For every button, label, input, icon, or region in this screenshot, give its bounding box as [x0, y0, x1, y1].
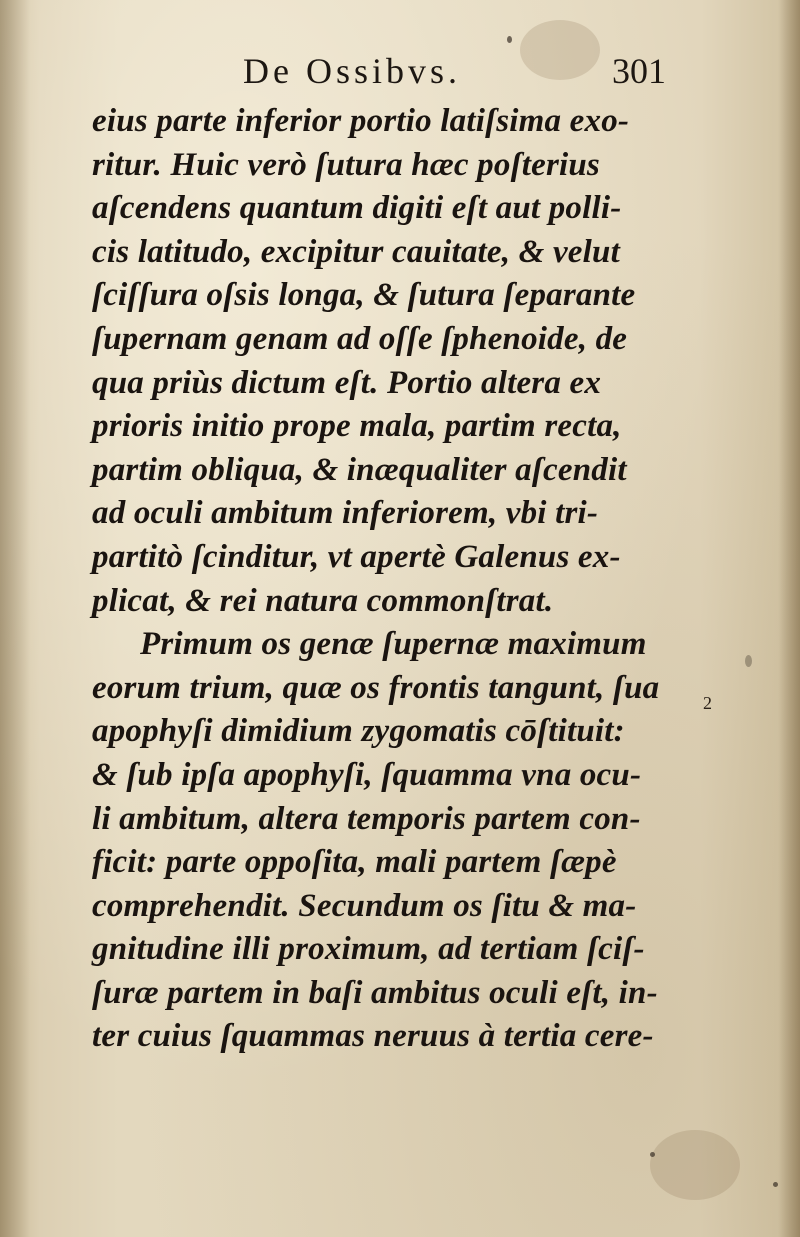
- paper-stain: [650, 1130, 740, 1200]
- ink-speck: [745, 655, 752, 667]
- running-head-title: De Ossibvs.: [243, 51, 462, 91]
- margin-note: 2: [703, 693, 712, 713]
- text-line: ad oculi ambitum inferiorem, vbi tri-: [92, 495, 599, 532]
- text-line: ficit: parte oppoſita, mali partem ſæpè: [92, 844, 617, 881]
- gutter-shadow: [0, 0, 30, 1237]
- text-line: eorum trium, quæ os frontis tangunt, ſua: [92, 669, 660, 706]
- ink-speck: [650, 1152, 655, 1157]
- text-line: prioris initio prope mala, partim recta,: [92, 408, 622, 445]
- page-number: 301: [612, 51, 666, 91]
- text-line: aſcendens quantum digiti eſt aut polli-: [92, 190, 622, 227]
- text-line: cis latitudo, excipitur cauitate, & velut: [92, 233, 620, 270]
- text-line: ſciſſura oſsis longa, & ſutura ſeparante: [92, 277, 636, 314]
- ink-speck: [507, 36, 512, 43]
- body-text: [92, 100, 692, 1059]
- text-line: qua priùs dictum eſt. Portio altera ex: [92, 364, 602, 401]
- text-line: & ſub ipſa apophyſi, ſquamma vna ocu-: [92, 756, 642, 793]
- text-line: li ambitum, altera temporis partem con-: [92, 800, 641, 837]
- text-line: eius parte inferior portio latiſsima exo-: [92, 103, 630, 139]
- ink-speck: [773, 1182, 778, 1187]
- text-line: apophyſi dimidium zygomatis cōſtituit:: [92, 713, 625, 750]
- text-line: ſuræ partem in baſi ambitus oculi eſt, in-: [92, 974, 658, 1011]
- page-edge-shadow: [778, 0, 800, 1237]
- text-line: ter cuius ſquammas neruus à tertia cere-: [92, 1018, 654, 1055]
- running-head: [0, 50, 800, 100]
- text-line: ritur. Huic verò ſutura hæc poſterius: [92, 146, 600, 183]
- text-line: gnitudine illi proximum, ad tertiam ſciſ-: [92, 931, 645, 968]
- text-line: comprehendit. Secundum os ſitu & ma-: [92, 887, 637, 924]
- text-line: ſupernam genam ad oſſe ſphenoide, de: [92, 320, 628, 357]
- text-line: Primum os genæ ſupernæ maximum: [140, 626, 647, 663]
- text-line: partim obliqua, & inæqualiter aſcendit: [92, 451, 627, 488]
- text-line: partitò ſcinditur, vt apertè Galenus ex-: [92, 538, 621, 575]
- text-line: plicat, & rei natura commonſtrat.: [92, 582, 554, 619]
